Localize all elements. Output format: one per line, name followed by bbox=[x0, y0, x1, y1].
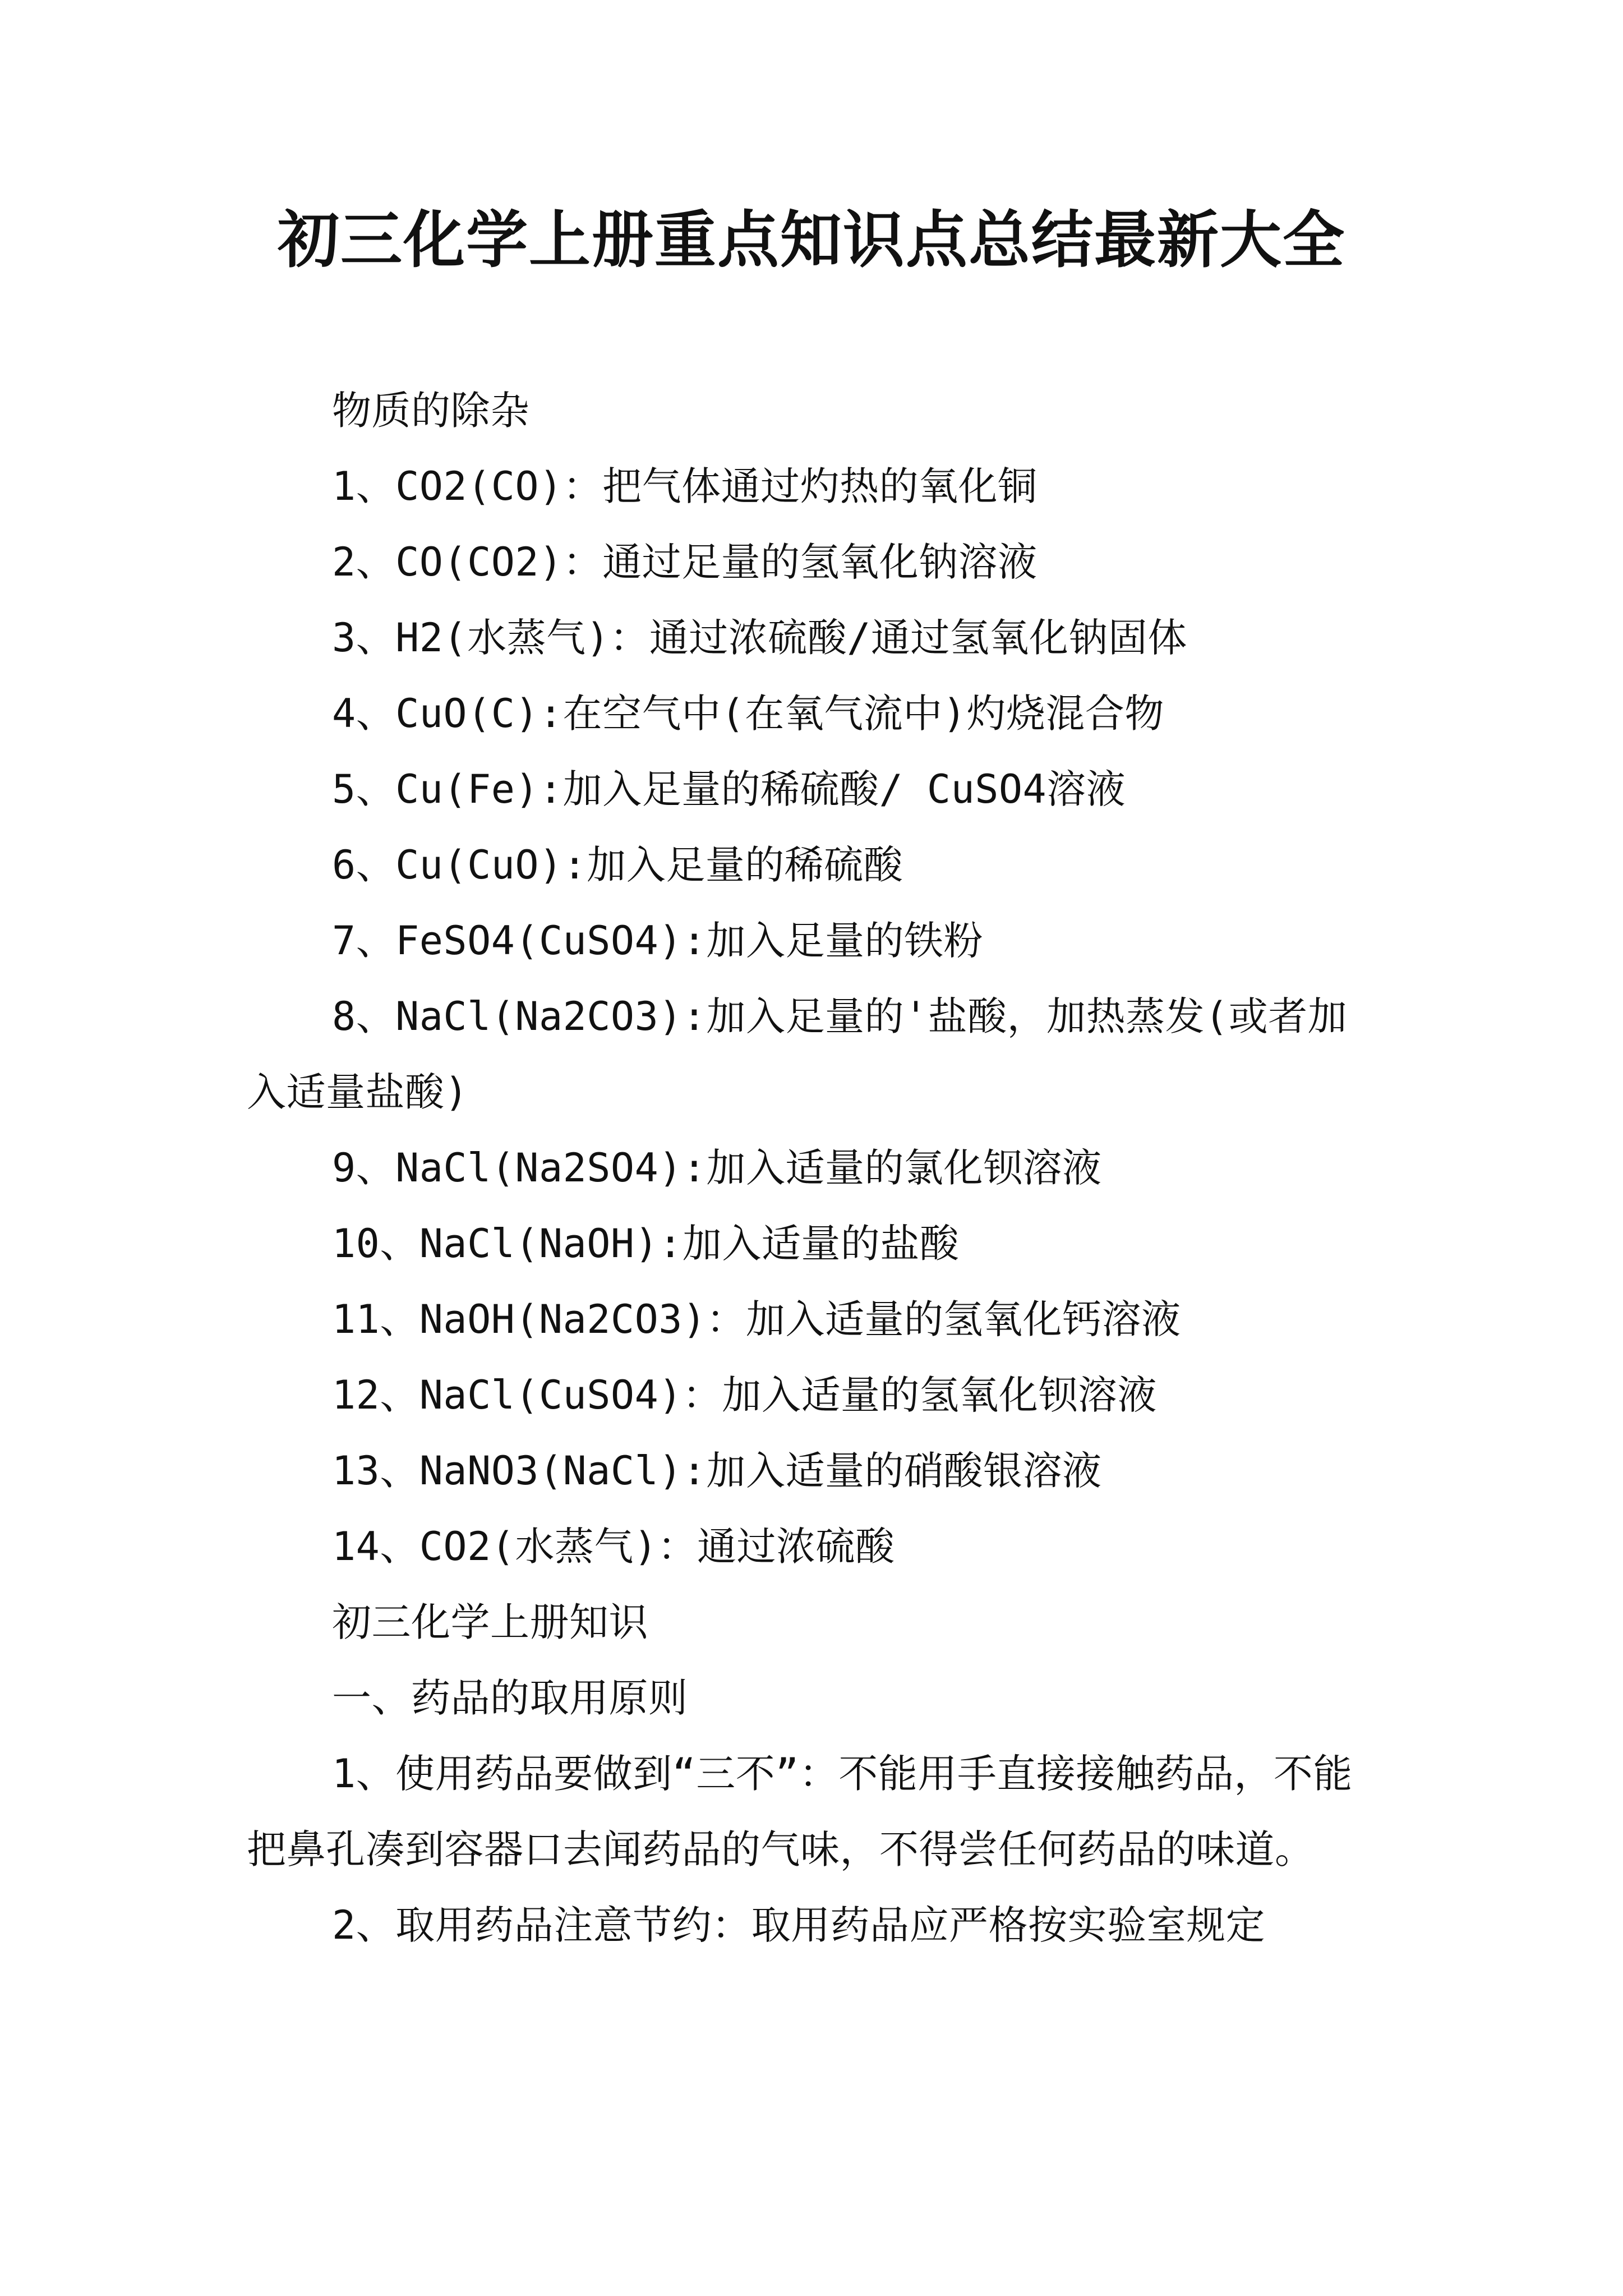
document-title: 初三化学上册重点知识点总结最新大全 bbox=[278, 204, 1345, 276]
list-item: 12、NaCl(CuSO4)：加入适量的氢氧化钡溶液 bbox=[332, 1372, 1157, 1418]
list-item: 11、NaOH(Na2CO3)：加入适量的氢氧化钙溶液 bbox=[332, 1296, 1181, 1342]
list-item: 2、CO(CO2)：通过足量的氢氧化钠溶液 bbox=[332, 539, 1038, 585]
section-heading: 物质的除杂 bbox=[332, 388, 530, 434]
list-item: 9、NaCl(Na2SO4):加入适量的氯化钡溶液 bbox=[332, 1145, 1102, 1191]
list-item: 8、NaCl(Na2CO3):加入足量的'盐酸，加热蒸发(或者加入适量盐酸) bbox=[247, 993, 1348, 1115]
list-item: 7、FeSO4(CuSO4):加入足量的铁粉 bbox=[332, 918, 984, 964]
list-item: 5、Cu(Fe):加入足量的稀硫酸/ CuSO4溶液 bbox=[332, 766, 1126, 812]
list-item: 10、NaCl(NaOH):加入适量的盐酸 bbox=[332, 1221, 960, 1267]
list-item: 6、Cu(CuO):加入足量的稀硫酸 bbox=[332, 842, 903, 888]
list-item: 14、CO2(水蒸气)：通过浓硫酸 bbox=[332, 1524, 895, 1570]
list-item: 3、H2(水蒸气)：通过浓硫酸/通过氢氧化钠固体 bbox=[332, 615, 1187, 661]
paragraph: 2、取用药品注意节约：取用药品应严格按实验室规定 bbox=[332, 1902, 1266, 1948]
list-item: 1、CO2(CO)：把气体通过灼热的氧化铜 bbox=[332, 463, 1038, 509]
list-item: 13、NaNO3(NaCl):加入适量的硝酸银溶液 bbox=[332, 1448, 1102, 1494]
list-item: 4、CuO(C):在空气中(在氧气流中)灼烧混合物 bbox=[332, 691, 1164, 737]
document-body bbox=[247, 373, 1380, 1963]
section-heading: 一、药品的取用原则 bbox=[332, 1675, 688, 1721]
section-heading: 初三化学上册知识 bbox=[332, 1599, 648, 1645]
paragraph: 1、使用药品要做到“三不”：不能用手直接接触药品，不能把鼻孔凑到容器口去闻药品的气味，不得尝任何药品的味道。 bbox=[247, 1751, 1353, 1872]
